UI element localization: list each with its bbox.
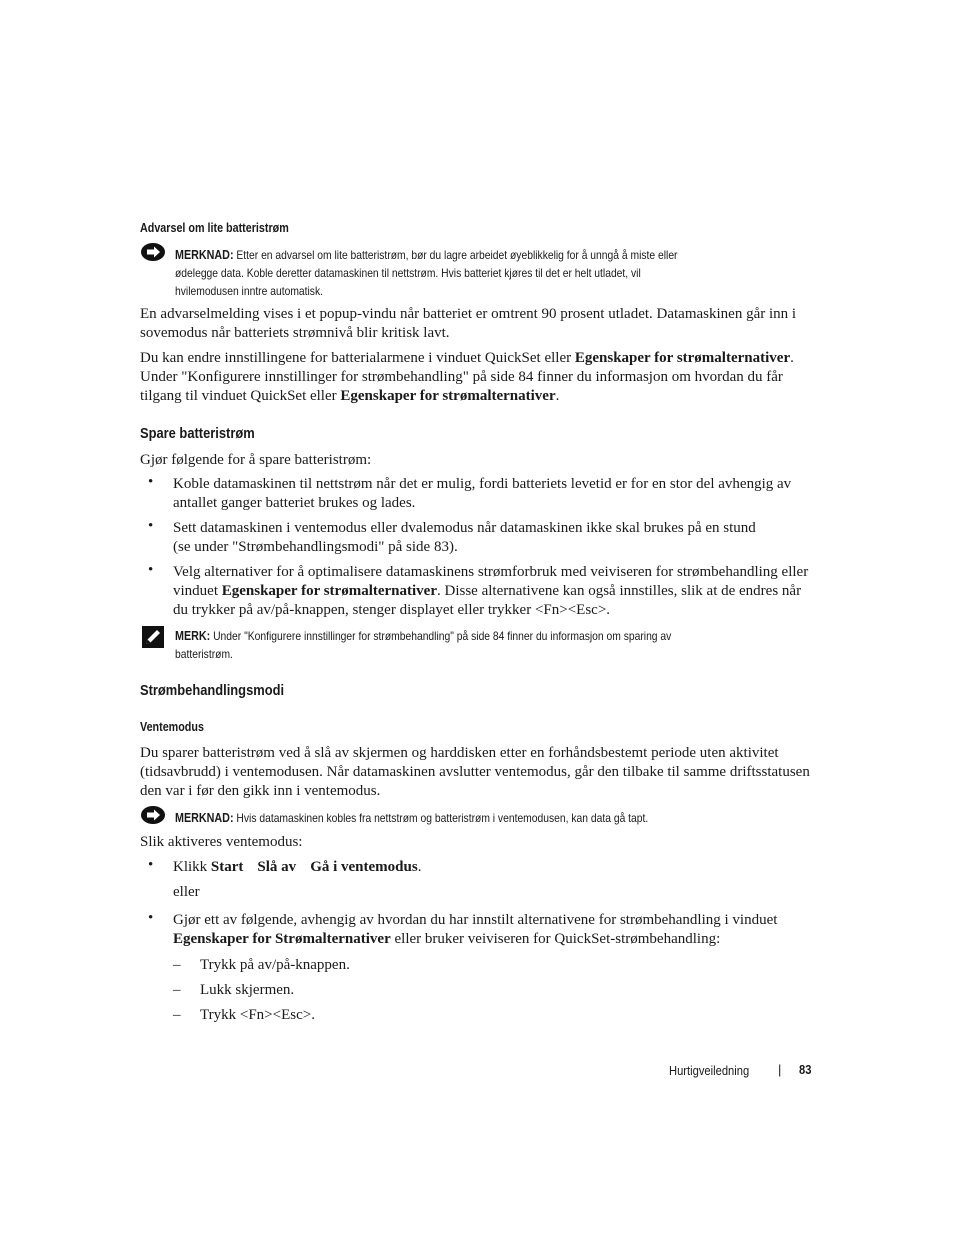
note-text-line: batteristrøm. bbox=[175, 647, 233, 661]
bullet-item bbox=[173, 519, 818, 557]
bullet-line: Sett datamaskinen i ventemodus eller dvalemodus når datamaskinen ikke skal brukes på en stund bbox=[173, 520, 756, 536]
notice-text-line: ødelegge data. Koble deretter datamaskinen til nettstrøm. Hvis batteriet kjøres til det er helt utladet, vil bbox=[175, 266, 641, 280]
paragraph-warning-popup: En advarselmelding vises i et popup-vindu når batteriet er omtrent 90 prosent utladet. Datamaskinen går inn i sovemodus når batteriets strømnivå blir kritisk lavt. bbox=[140, 306, 797, 341]
heading-low-battery-warning: Advarsel om lite batteristrøm bbox=[140, 221, 289, 235]
bullet-item bbox=[173, 911, 818, 949]
menu-path-standby: Gå i ventemodus bbox=[310, 859, 418, 875]
menu-path-shutdown: Slå av bbox=[257, 859, 297, 875]
text: . Under "Konfigurere innstillinger for strømbehandling" på side 84 finner du informasjon om hvordan du får tilgang til vinduet QuickSet eller bbox=[140, 350, 794, 404]
notice-arrow-icon bbox=[140, 805, 166, 825]
text: eller bruker veiviseren for QuickSet-strømbehandling: bbox=[390, 931, 721, 947]
dash-marker: – bbox=[173, 1007, 181, 1023]
notice-text: Hvis datamaskinen kobles fra nettstrøm og batteristrøm i ventemodusen, kan data gå tapt. bbox=[236, 811, 649, 825]
heading-standby-mode: Ventemodus bbox=[140, 720, 204, 734]
ui-term: Egenskaper for Strømalternativer bbox=[173, 931, 391, 947]
bullet-item: Koble datamaskinen til nettstrøm når det er mulig, fordi batteriets levetid er for en stor del avhengig av antallet ganger batteriet brukes og lades. bbox=[173, 476, 792, 511]
text-or: eller bbox=[173, 884, 200, 900]
bullet-marker: • bbox=[148, 474, 154, 490]
paragraph-save-intro: Gjør følgende for å spare batteristrøm: bbox=[140, 452, 372, 468]
footer-separator: | bbox=[778, 1062, 782, 1077]
heading-save-battery: Spare batteristrøm bbox=[140, 425, 255, 442]
footer-title: Hurtigveiledning bbox=[669, 1063, 750, 1078]
bullet-line: (se under "Strømbehandlingsmodi" på side 83). bbox=[173, 539, 458, 555]
heading-power-modes: Strømbehandlingsmodi bbox=[140, 682, 285, 699]
ui-term: Egenskaper for strømalternativer bbox=[340, 388, 556, 404]
dash-marker: – bbox=[173, 957, 181, 973]
text: Klikk bbox=[173, 859, 211, 875]
bullet-item bbox=[173, 563, 818, 620]
paragraph-standby-description: Du sparer batteristrøm ved å slå av skjermen og harddisken etter en forhåndsbestemt periode uten aktivitet (tidsavbrudd) i ventemodusen. Når datamaskinen avslutter ventemodus, går den tilbake til samme driftsstatusen den var i før den gikk inn i ventemodus. bbox=[140, 745, 810, 799]
notice-text-line: hvilemodusen inntre automatisk. bbox=[175, 284, 324, 298]
dash-item: Trykk <Fn><Esc>. bbox=[200, 1007, 315, 1023]
paragraph-change-settings bbox=[140, 349, 815, 406]
text: . bbox=[417, 859, 422, 875]
text: . bbox=[555, 388, 560, 404]
dash-item: Trykk på av/på-knappen. bbox=[200, 957, 350, 973]
dash-marker: – bbox=[173, 982, 181, 998]
note-text-line: Under "Konfigurere innstillinger for strømbehandling" på side 84 finner du informasjon om sparing av bbox=[213, 629, 672, 643]
notice-label: MERKNAD: bbox=[175, 811, 234, 825]
text: Velg alternativer for å optimalisere datamaskinens strømforbruk med veiviseren for strømbehandling eller vinduet bbox=[173, 564, 809, 599]
bullet-marker: • bbox=[148, 857, 154, 873]
notice-arrow-icon bbox=[140, 242, 166, 262]
paragraph-activate-standby: Slik aktiveres ventemodus: bbox=[140, 834, 303, 850]
page-number: 83 bbox=[799, 1062, 812, 1077]
text: Gjør ett av følgende, avhengig av hvordan du har innstilt alternativene for strømbehandling i vinduet bbox=[173, 912, 778, 928]
note-label: MERK: bbox=[175, 629, 211, 643]
menu-path-start: Start bbox=[210, 859, 244, 875]
bullet-marker: • bbox=[148, 518, 154, 534]
notice-low-battery bbox=[175, 246, 678, 300]
text: Du kan endre innstillingene for batterialarmene i vinduet QuickSet eller bbox=[140, 350, 575, 366]
bullet-item-click-path bbox=[173, 858, 818, 877]
notice-label: MERKNAD: bbox=[175, 248, 234, 262]
text: . Disse alternativene kan også innstilles, slik at de endres når du trykker på av/på-knappen, stenger displayet eller trykker <Fn><Esc>. bbox=[173, 583, 802, 618]
notice-text-line: Etter en advarsel om lite batteristrøm, bør du lagre arbeidet øyeblikkelig for å unngå å miste eller bbox=[236, 248, 678, 262]
bullet-marker: • bbox=[148, 910, 154, 926]
notice-standby-data-loss bbox=[175, 809, 648, 827]
bullet-marker: • bbox=[148, 562, 154, 578]
ui-term: Egenskaper for strømalternativer bbox=[574, 350, 791, 366]
note-pencil-icon bbox=[142, 626, 164, 648]
ui-term: Egenskaper for strømalternativer bbox=[221, 583, 437, 599]
dash-item: Lukk skjermen. bbox=[200, 982, 295, 998]
note-power-settings bbox=[175, 627, 671, 663]
